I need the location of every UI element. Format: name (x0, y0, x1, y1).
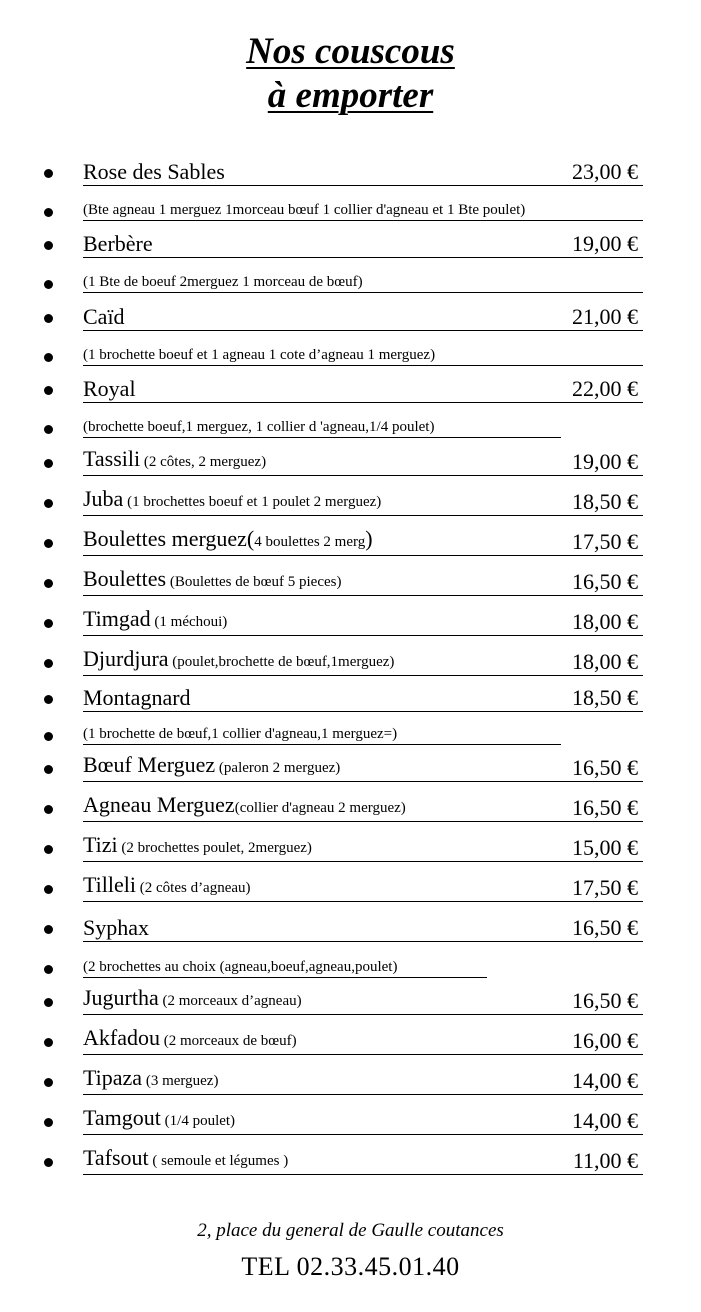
bullet-icon (44, 314, 53, 323)
item-title: Syphax (83, 915, 149, 940)
item-description: (collier d'agneau 2 merguez) (234, 800, 406, 816)
item-detail-text: (2 brochettes au choix (agneau,boeuf,agneau,poulet) (83, 959, 398, 975)
menu-item (0, 228, 701, 258)
menu-item (0, 1065, 701, 1095)
menu-item (0, 985, 701, 1015)
item-price: 18,50 € (572, 685, 638, 710)
item-detail-text: (Bte agneau 1 merguez 1morceau bœuf 1 collier d'agneau et 1 Bte poulet) (83, 202, 526, 218)
underline-rule (83, 220, 643, 221)
underline-rule (83, 475, 643, 476)
bullet-icon (44, 965, 53, 974)
bullet-icon (44, 539, 53, 548)
item-detail-text: (1 brochette de bœuf,1 collier d'agneau,1 merguez=) (83, 726, 398, 742)
menu-item-detail (0, 336, 701, 366)
underline-rule (83, 437, 561, 438)
item-price: 16,50 € (572, 569, 638, 594)
bullet-icon (44, 1038, 53, 1047)
item-description: 4 boulettes 2 merg (254, 534, 366, 550)
item-title: Jugurtha (83, 985, 159, 1010)
item-name (83, 873, 251, 900)
item-description: (1 méchoui) (150, 614, 228, 630)
item-description: (1 brochettes boeuf et 1 poulet 2 merguez) (123, 494, 382, 510)
item-title: Tizi (83, 832, 118, 857)
bullet-icon (44, 499, 53, 508)
item-name (83, 487, 381, 514)
menu-item-detail (0, 191, 701, 221)
item-name (83, 527, 373, 554)
item-price: 16,50 € (572, 915, 638, 940)
bullet-icon (44, 169, 53, 178)
item-title: Tilleli (83, 872, 136, 897)
menu-item (0, 301, 701, 331)
item-name (83, 686, 191, 710)
bullet-icon (44, 1118, 53, 1127)
item-name (83, 793, 406, 820)
underline-rule (83, 901, 643, 902)
bullet-icon (44, 845, 53, 854)
item-title: Akfadou (83, 1025, 160, 1050)
item-name (83, 753, 340, 780)
phone-number: TEL 02.33.45.01.40 (241, 1252, 460, 1281)
menu-item-detail (0, 948, 701, 978)
item-name (83, 1146, 288, 1173)
bullet-icon (44, 659, 53, 668)
underline-rule (83, 821, 643, 822)
item-name (83, 377, 136, 401)
underline-rule (83, 744, 561, 745)
bullet-icon (44, 695, 53, 704)
item-name (83, 833, 312, 860)
underline-rule (83, 1134, 643, 1135)
item-title: Bœuf Merguez (83, 752, 216, 777)
item-name (83, 916, 149, 940)
item-description: (Boulettes de bœuf 5 pieces) (166, 574, 342, 590)
item-price: 18,00 € (572, 649, 638, 674)
item-description: (2 côtes d’agneau) (136, 880, 251, 896)
menu-item-detail (0, 408, 701, 438)
item-title: Tamgout (83, 1105, 161, 1130)
item-price: 14,00 € (572, 1068, 638, 1093)
item-title: Rose des Sables (83, 159, 225, 184)
menu-item (0, 486, 701, 516)
item-name (83, 232, 153, 256)
item-price: 16,50 € (572, 755, 638, 780)
menu-item (0, 1145, 701, 1175)
underline-rule (83, 185, 643, 186)
item-name (83, 1106, 235, 1133)
bullet-icon (44, 925, 53, 934)
menu-item (0, 682, 701, 712)
item-title: Tafsout (83, 1145, 149, 1170)
item-title: Royal (83, 376, 136, 401)
bullet-icon (44, 241, 53, 250)
item-price: 14,00 € (572, 1108, 638, 1133)
item-title: Caïd (83, 304, 125, 329)
bullet-icon (44, 885, 53, 894)
item-description: ( semoule et légumes ) (148, 1153, 289, 1169)
item-price: 15,00 € (572, 835, 638, 860)
item-detail-text: (1 brochette boeuf et 1 agneau 1 cote d’agneau 1 merguez) (83, 347, 436, 363)
menu-item (0, 872, 701, 902)
bullet-icon (44, 579, 53, 588)
menu-item-detail (0, 715, 701, 745)
bullet-icon (44, 280, 53, 289)
title-line-1: Nos couscous (246, 31, 455, 72)
item-price: 19,00 € (572, 231, 638, 256)
item-price: 16,50 € (572, 795, 638, 820)
underline-rule (83, 330, 643, 331)
item-title-tail: ) (365, 526, 373, 551)
item-detail-text: (brochette boeuf,1 merguez, 1 collier d 'agneau,1/4 poulet) (83, 419, 435, 435)
item-name (83, 986, 302, 1013)
underline-rule (83, 861, 643, 862)
bullet-icon (44, 386, 53, 395)
item-name (83, 607, 227, 634)
underline-rule (83, 515, 643, 516)
item-detail-text: (1 Bte de boeuf 2merguez 1 morceau de bœuf) (83, 274, 363, 290)
bullet-icon (44, 459, 53, 468)
bullet-icon (44, 1078, 53, 1087)
bullet-icon (44, 353, 53, 362)
underline-rule (83, 595, 643, 596)
item-price: 23,00 € (572, 159, 638, 184)
menu-item (0, 1105, 701, 1135)
underline-rule (83, 635, 643, 636)
menu-item (0, 566, 701, 596)
underline-rule (83, 1054, 643, 1055)
bullet-icon (44, 208, 53, 217)
item-title: Montagnard (83, 685, 191, 710)
item-title: Tipaza (83, 1065, 143, 1090)
item-name (83, 160, 225, 184)
item-title: Tassili (83, 446, 141, 471)
item-title: Djurdjura (83, 646, 169, 671)
underline-rule (83, 941, 643, 942)
underline-rule (83, 1174, 643, 1175)
item-name (83, 1066, 218, 1093)
bullet-icon (44, 805, 53, 814)
underline-rule (83, 257, 643, 258)
item-name (83, 447, 266, 474)
item-price: 18,50 € (572, 489, 638, 514)
item-price: 19,00 € (572, 449, 638, 474)
item-title: Agneau Merguez (83, 792, 235, 817)
menu-item-detail (0, 263, 701, 293)
underline-rule (83, 1094, 643, 1095)
underline-rule (83, 1014, 643, 1015)
item-title: Timgad (83, 606, 151, 631)
item-price: 11,00 € (572, 1148, 638, 1173)
underline-rule (83, 555, 643, 556)
item-description: (2 brochettes poulet, 2merguez) (117, 840, 312, 856)
item-name (83, 305, 125, 329)
address: 2, place du general de Gaulle coutances (197, 1220, 504, 1241)
menu-item (0, 156, 701, 186)
item-description: (2 côtes, 2 merguez) (140, 454, 267, 470)
menu-item (0, 373, 701, 403)
item-name (83, 567, 341, 594)
item-description: (poulet,brochette de bœuf,1merguez) (168, 654, 395, 670)
underline-rule (83, 781, 643, 782)
menu-item (0, 606, 701, 636)
title-line-2: à emporter (267, 75, 434, 116)
bullet-icon (44, 619, 53, 628)
item-price: 21,00 € (572, 304, 638, 329)
menu-item (0, 1025, 701, 1055)
menu-item (0, 832, 701, 862)
item-price: 22,00 € (572, 376, 638, 401)
item-title: Boulettes (83, 566, 167, 591)
item-description: (paleron 2 merguez) (215, 760, 341, 776)
bullet-icon (44, 1158, 53, 1167)
bullet-icon (44, 732, 53, 741)
menu-item (0, 446, 701, 476)
item-description: (1/4 poulet) (160, 1113, 236, 1129)
item-description: (3 merguez) (142, 1073, 219, 1089)
menu-item (0, 752, 701, 782)
item-name (83, 1026, 297, 1053)
underline-rule (83, 292, 643, 293)
item-price: 17,50 € (572, 529, 638, 554)
item-title: Juba (83, 486, 124, 511)
underline-rule (83, 711, 643, 712)
bullet-icon (44, 998, 53, 1007)
item-price: 17,50 € (572, 875, 638, 900)
item-price: 18,00 € (572, 609, 638, 634)
menu-item (0, 912, 701, 942)
item-title: Boulettes merguez( (83, 526, 255, 551)
underline-rule (83, 365, 643, 366)
underline-rule (83, 402, 643, 403)
underline-rule (83, 977, 487, 978)
menu-item (0, 792, 701, 822)
item-description: (2 morceaux d’agneau) (158, 993, 302, 1009)
item-price: 16,00 € (572, 1028, 638, 1053)
menu-item (0, 646, 701, 676)
item-name (83, 647, 394, 674)
item-title: Berbère (83, 231, 153, 256)
bullet-icon (44, 765, 53, 774)
bullet-icon (44, 425, 53, 434)
underline-rule (83, 675, 643, 676)
item-description: (2 morceaux de bœuf) (159, 1033, 297, 1049)
item-price: 16,50 € (572, 988, 638, 1013)
menu-item (0, 526, 701, 556)
